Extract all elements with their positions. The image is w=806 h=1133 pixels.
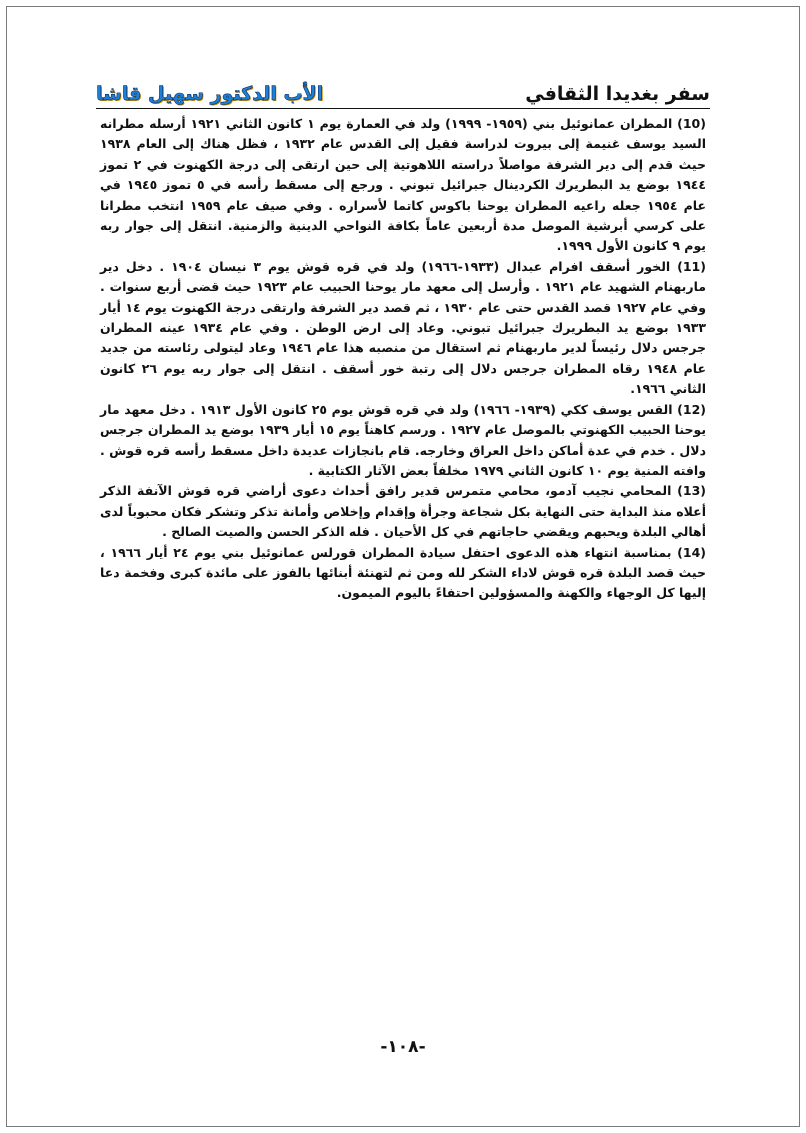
footnote-number: (10) (677, 116, 706, 131)
page-number: -١٠٨- (380, 1037, 426, 1057)
footnote-13 (100, 481, 706, 542)
author-name: الأب الدكتور سهيل قاشا (96, 83, 324, 105)
footnote-12 (100, 400, 706, 482)
book-title: سفر بغديدا الثقافي (525, 83, 710, 105)
footnote-number: (14) (677, 544, 706, 560)
footnotes-body (100, 114, 706, 604)
footnote-number: (12) (677, 401, 706, 417)
footnote-14 (100, 543, 706, 604)
footnote-text: الخور أسقف افرام عبدال (١٩٣٣-١٩٦٦) ولد في قره قوش يوم ٣ نيسان ١٩٠٤ . دخل دير ماربهنام الشهيد عام ١٩٢١ . وأرسل إلى معهد مار يوحنا الحبيب عام ١٩٢٣ حيث قضى أربع سنوات . وفي عام ١٩٢٧ قصد القدس حتى عام ١٩٣٠ ، ثم قصد دير الشرفة وارتقى درجة الكهنوت يوم ١٤ أيار ١٩٣٣ بوضع يد البطريرك جبرائيل تبوني. وعاد إلى ارض الوطن . وفي عام ١٩٣٤ عينه المطران جرجس دلال رئيساً لدير ماربهنام ثم استقال من منصبه هذا عام ١٩٤٦ وعاد ليتولى رئاسته من جديد عام ١٩٤٨ رقاه المطران جرجس دلال إلى رتبة خور أسقف . انتقل إلى جوار ربه يوم ٢٦ كانون الثاني ١٩٦٦. (100, 258, 707, 397)
footnote-text: القس يوسف ككي (١٩٣٩- ١٩٦٦) ولد في قره قوش يوم ٢٥ كانون الأول ١٩١٣ . دخل معهد مار يوحنا الحبيب الكهنوتي بالموصل عام ١٩٢٧ . ورسم كاهناً يوم ١٥ أيار ١٩٣٩ بوضع يد المطران جرجس دلال . خدم في عدة أماكن داخل العراق وخارجه. قام بانجازات عديدة داخل مسقط رأسه قره قوش . وافته المنية يوم ١٠ كانون الثاني ١٩٧٩ مخلفاً بعض الآثار الكتابية . (100, 401, 707, 478)
footnote-text: المحامي نجيب آدمو، محامي متمرس قدير رافق أحداث دعوى أراضي قره قوش الآنفة الذكر أعلاه منذ البداية حتى النهاية بكل شجاعة وجرأة وإقدام وإخلاص وأمانة تذكر وتشكر فكان محبوباً لدى أهالي البلدة ويحبهم ويقضي حاجاتهم في كل الأحيان . فله الذكر الحسن والصيت الصالح . (100, 483, 706, 540)
footnote-text: بمناسبة انتهاء هذه الدعوى احتفل سيادة المطران قورلس عمانوئيل بني يوم ٢٤ أيار ١٩٦٦ ، حيث قصد البلدة قره قوش لاداء الشكر لله ومن ثم لتهنئة أبنائها بالفوز على مائدة كبرى وفخمة دعا إليها كل الوجهاء والكهنة والمسؤولين احتفاءً باليوم الميمون. (100, 544, 706, 601)
footnote-10 (100, 114, 706, 257)
header-divider (96, 108, 710, 109)
footnote-text: المطران عمانوئيل بني (١٩٥٩- ١٩٩٩) ولد في العمارة يوم ١ كانون الثاني ١٩٢١ أرسله مطرانه السيد يوسف غنيمة إلى بيروت لدراسة فقيل إلى القدس عام ١٩٣٢ ، فظل هناك إلى العام ١٩٣٨ حيث قدم إلى دير الشرفة مواصلاً دراسته اللاهوتية إلى حين ارتقى إلى درجة الكهنوت في ٢ تموز ١٩٤٤ بوضع يد البطريرك الكردينال جبرائيل تبوني . ورجع إلى مسقط رأسه في ٥ تموز ١٩٤٥ في عام ١٩٥٤ جعله راعيه المطران يوحنا باكوس كاتما لأسراره . وفي صيف عام ١٩٥٩ انتخب مطرانا على كرسي أبرشية الموصل مدة أربعين عاماً بكافة النواحي الدينية والزمنية. انتقل إلى جوار ربه يوم ٩ كانون الأول ١٩٩٩. (100, 116, 707, 254)
footnote-11 (100, 257, 706, 400)
footnote-number: (13) (677, 483, 706, 499)
footnote-number: (11) (677, 258, 706, 274)
running-header (96, 82, 710, 106)
